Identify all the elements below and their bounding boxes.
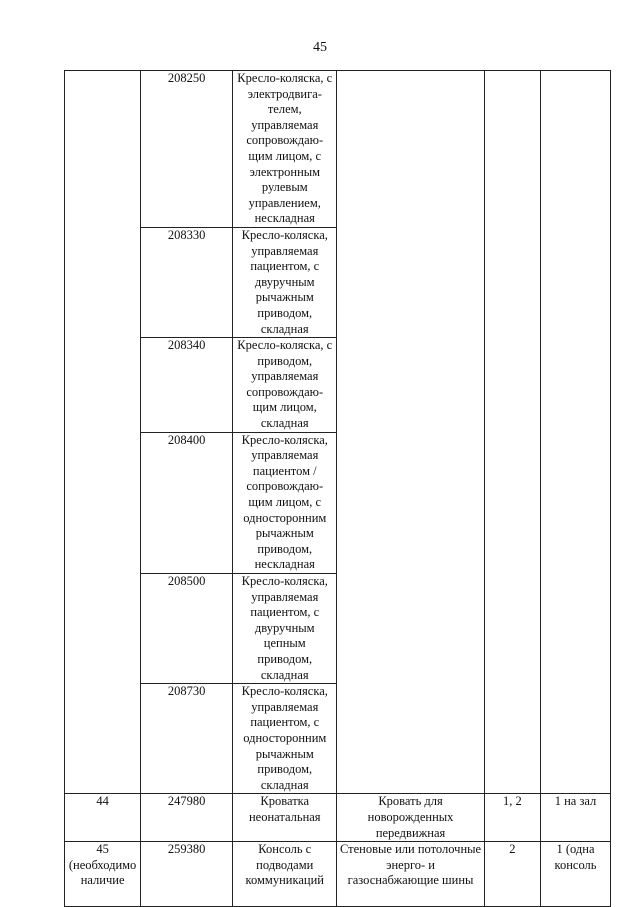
name-cell: Кресло-коляска, управляемая пациентом, с двуручным цепным приводом, складная [233, 574, 337, 684]
name-cell: Кроватка неонатальная [233, 794, 337, 842]
equipment-table [64, 70, 611, 907]
merged-quantity-cell [541, 71, 611, 794]
merged-category-cell [484, 71, 540, 794]
code-cell: 247980 [141, 794, 233, 842]
quantity-cell: 1 (одна консоль [541, 842, 611, 907]
name-cell: Консоль с подводами коммуникаций [233, 842, 337, 907]
code-cell: 208400 [141, 432, 233, 573]
code-cell: 208330 [141, 227, 233, 337]
number-cell: 45 (необходимо наличие [65, 842, 141, 907]
name-cell: Кресло-коляска, управляемая пациентом, с двуручным рычажным приводом, складная [233, 227, 337, 337]
table-row-44 [65, 794, 611, 842]
description-cell: Кровать для новорожденных передвижная [337, 794, 484, 842]
merged-description-cell [337, 71, 484, 794]
description-cell: Стеновые или потолочные энерго- и газоснабжающие шины [337, 842, 484, 907]
category-cell: 1, 2 [484, 794, 540, 842]
name-cell: Кресло-коляска, с электродвига- телем, управляемая сопровождаю- щим лицом, с электронным рулевым управлением, нескладная [233, 71, 337, 228]
table-row [65, 71, 611, 228]
code-cell: 259380 [141, 842, 233, 907]
code-cell: 208250 [141, 71, 233, 228]
name-cell: Кресло-коляска, управляемая пациентом /сопровождаю- щим лицом, с односторонним рычажным приводом, нескладная [233, 432, 337, 573]
number-cell: 44 [65, 794, 141, 842]
quantity-cell: 1 на зал [541, 794, 611, 842]
code-cell: 208500 [141, 574, 233, 684]
table-row-45 [65, 842, 611, 907]
code-cell: 208730 [141, 684, 233, 794]
merged-number-cell [65, 71, 141, 794]
name-cell: Кресло-коляска, управляемая пациентом, с односторонним рычажным приводом, складная [233, 684, 337, 794]
code-cell: 208340 [141, 338, 233, 433]
category-cell: 2 [484, 842, 540, 907]
name-cell: Кресло-коляска, с приводом, управляемая сопровождаю- щим лицом, складная [233, 338, 337, 433]
page-number: 45 [313, 40, 327, 55]
